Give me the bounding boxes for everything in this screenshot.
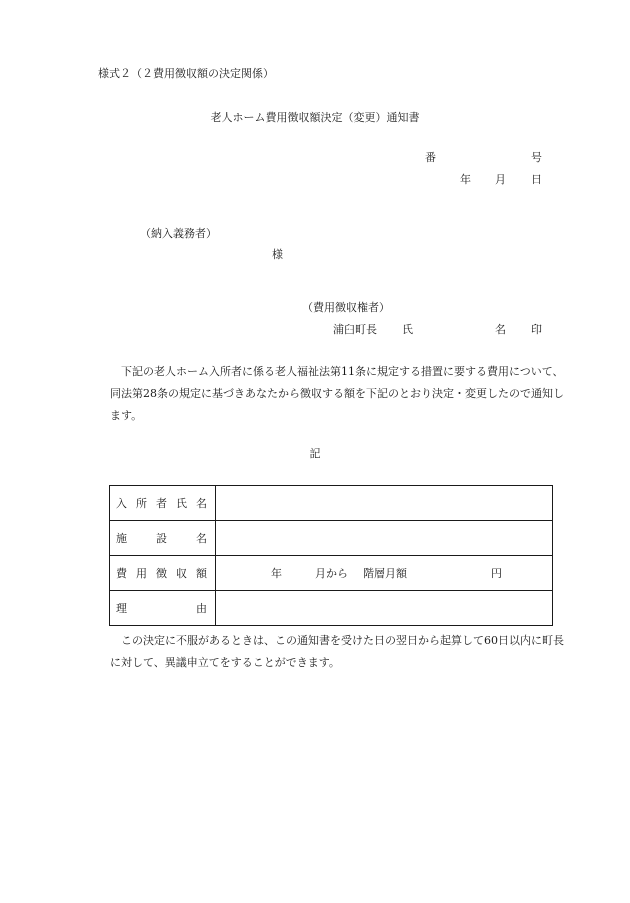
reference-ban: 番: [425, 151, 436, 164]
reason-value[interactable]: [216, 591, 553, 626]
ki-heading: 記: [309, 447, 321, 460]
date-day: 日: [531, 173, 542, 186]
authority-seal: 印: [531, 323, 542, 336]
resident-name-value[interactable]: [216, 486, 553, 521]
payer-honorific: 様: [272, 248, 283, 261]
table-row: [110, 591, 553, 626]
form-label: 様式２（２費用徴収額の決定関係）: [98, 67, 274, 80]
authority-shi: 氏: [402, 323, 413, 336]
fee-amount-label: 費 用 徴 収 額: [110, 556, 216, 591]
reference-go: 号: [531, 151, 542, 164]
resident-name-label: 入 所 者 氏 名: [110, 486, 216, 521]
table-row: [110, 556, 553, 591]
fee-year: 年: [271, 567, 282, 580]
date-year: 年: [460, 173, 471, 186]
date-month: 月: [495, 173, 506, 186]
fee-from-month: 月から: [315, 567, 348, 580]
authority-label: （費用徴収権者）: [302, 301, 390, 314]
facility-name-label: 施 設 名: [110, 521, 216, 556]
reason-label: 理 由: [110, 591, 216, 626]
fee-monthly-label: 階層月額: [363, 567, 407, 580]
fee-amount-value[interactable]: [216, 556, 553, 591]
appeal-notice: この決定に不服があるときは、この通知書を受けた日の翌日から起算して60日以内に町長に対して、異議申立てをすることができます。: [110, 634, 564, 669]
facility-name-value[interactable]: [216, 521, 553, 556]
table-row: [110, 521, 553, 556]
details-table: [109, 485, 553, 626]
table-row: [110, 486, 553, 521]
authority-na: 名: [495, 323, 506, 336]
fee-yen: 円: [491, 567, 502, 580]
payer-label: （納入義務者）: [140, 227, 217, 240]
document-title: 老人ホーム費用徴収額決定（変更）通知書: [210, 111, 420, 124]
authority-town-head: 浦臼町長: [333, 323, 377, 336]
body-paragraph: 下記の老人ホーム入所者に係る老人福祉法第11条に規定する措置に要する費用について、同法第28条の規定に基づきあなたから徴収する額を下記のとおり決定・変更したので通知します。: [110, 365, 564, 422]
